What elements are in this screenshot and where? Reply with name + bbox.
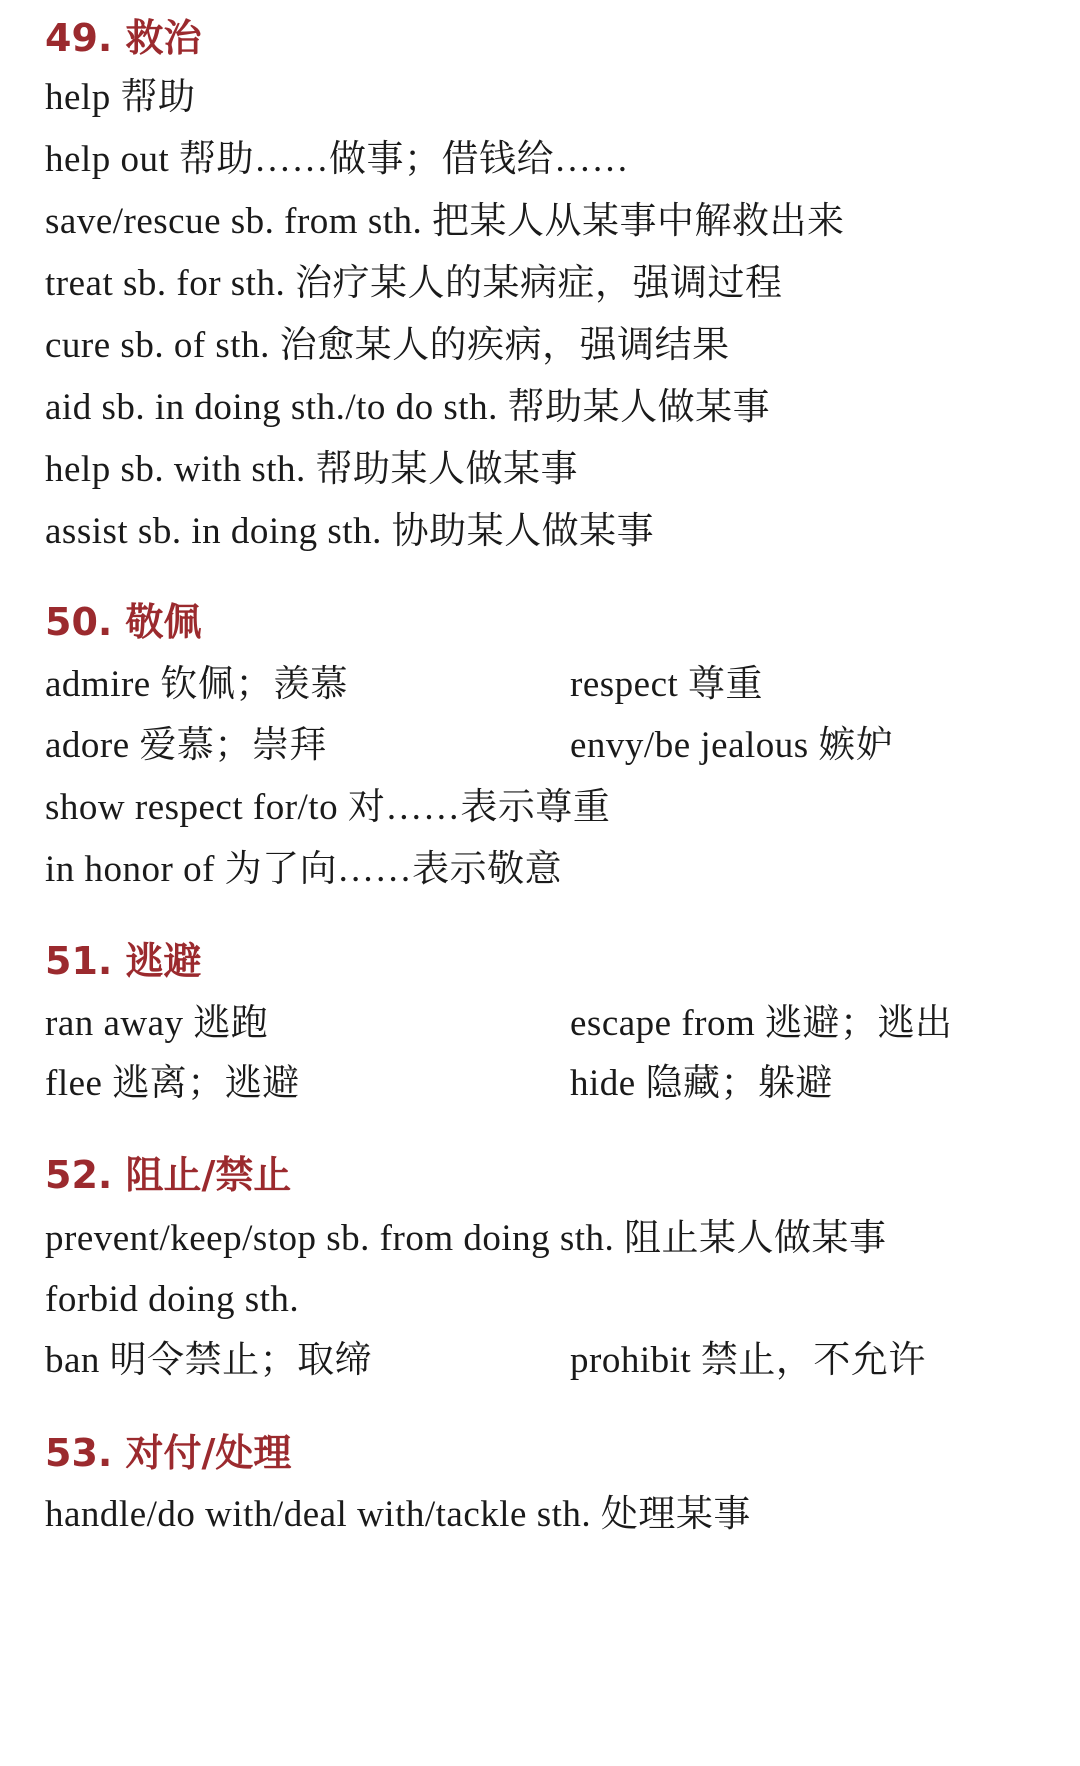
entry-handle: handle/do with/deal with/tackle sth. 处理某事 (45, 1494, 751, 1535)
entry-assist: assist sb. in doing sth. 协助某人做某事 (45, 511, 655, 552)
entry-show-respect: show respect for/to 对……表示尊重 (45, 787, 611, 828)
entry-admire: admire 钦佩；羡慕 (45, 664, 348, 705)
entry-help-out: help out 帮助……做事；借钱给…… (45, 139, 629, 180)
section-title-52: 52. 阻止/禁止 (45, 1153, 292, 1197)
entry-cure: cure sb. of sth. 治愈某人的疾病，强调结果 (45, 325, 730, 366)
entry-help-with: help sb. with sth. 帮助某人做某事 (45, 449, 579, 490)
entry-flee: flee 逃离；逃避 (45, 1063, 300, 1104)
entry-forbid: forbid doing sth. (45, 1279, 300, 1320)
entry-save-rescue: save/rescue sb. from sth. 把某人从某事中解救出来 (45, 201, 845, 242)
entry-envy: envy/be jealous 嫉妒 (570, 725, 894, 766)
entry-ban: ban 明令禁止；取缔 (45, 1340, 373, 1381)
entry-hide: hide 隐藏；躲避 (570, 1063, 833, 1104)
section-title-53: 53. 对付/处理 (45, 1431, 292, 1475)
entry-aid: aid sb. in doing sth./to do sth. 帮助某人做某事 (45, 387, 771, 428)
entry-adore: adore 爱慕；崇拜 (45, 725, 327, 766)
section-title-51: 51. 逃避 (45, 939, 202, 983)
section-title-49: 49. 救治 (45, 16, 202, 60)
entry-help: help 帮助 (45, 77, 196, 118)
entry-prohibit: prohibit 禁止，不允许 (570, 1340, 926, 1381)
entry-treat: treat sb. for sth. 治疗某人的某病症，强调过程 (45, 263, 783, 304)
entry-ran-away: ran away 逃跑 (45, 1003, 269, 1044)
entry-escape-from: escape from 逃避；逃出 (570, 1003, 953, 1044)
section-title-50: 50. 敬佩 (45, 600, 202, 644)
entry-in-honor-of: in honor of 为了向……表示敬意 (45, 849, 563, 890)
entry-respect: respect 尊重 (570, 664, 764, 705)
entry-prevent: prevent/keep/stop sb. from doing sth. 阻止某人做某事 (45, 1218, 887, 1259)
